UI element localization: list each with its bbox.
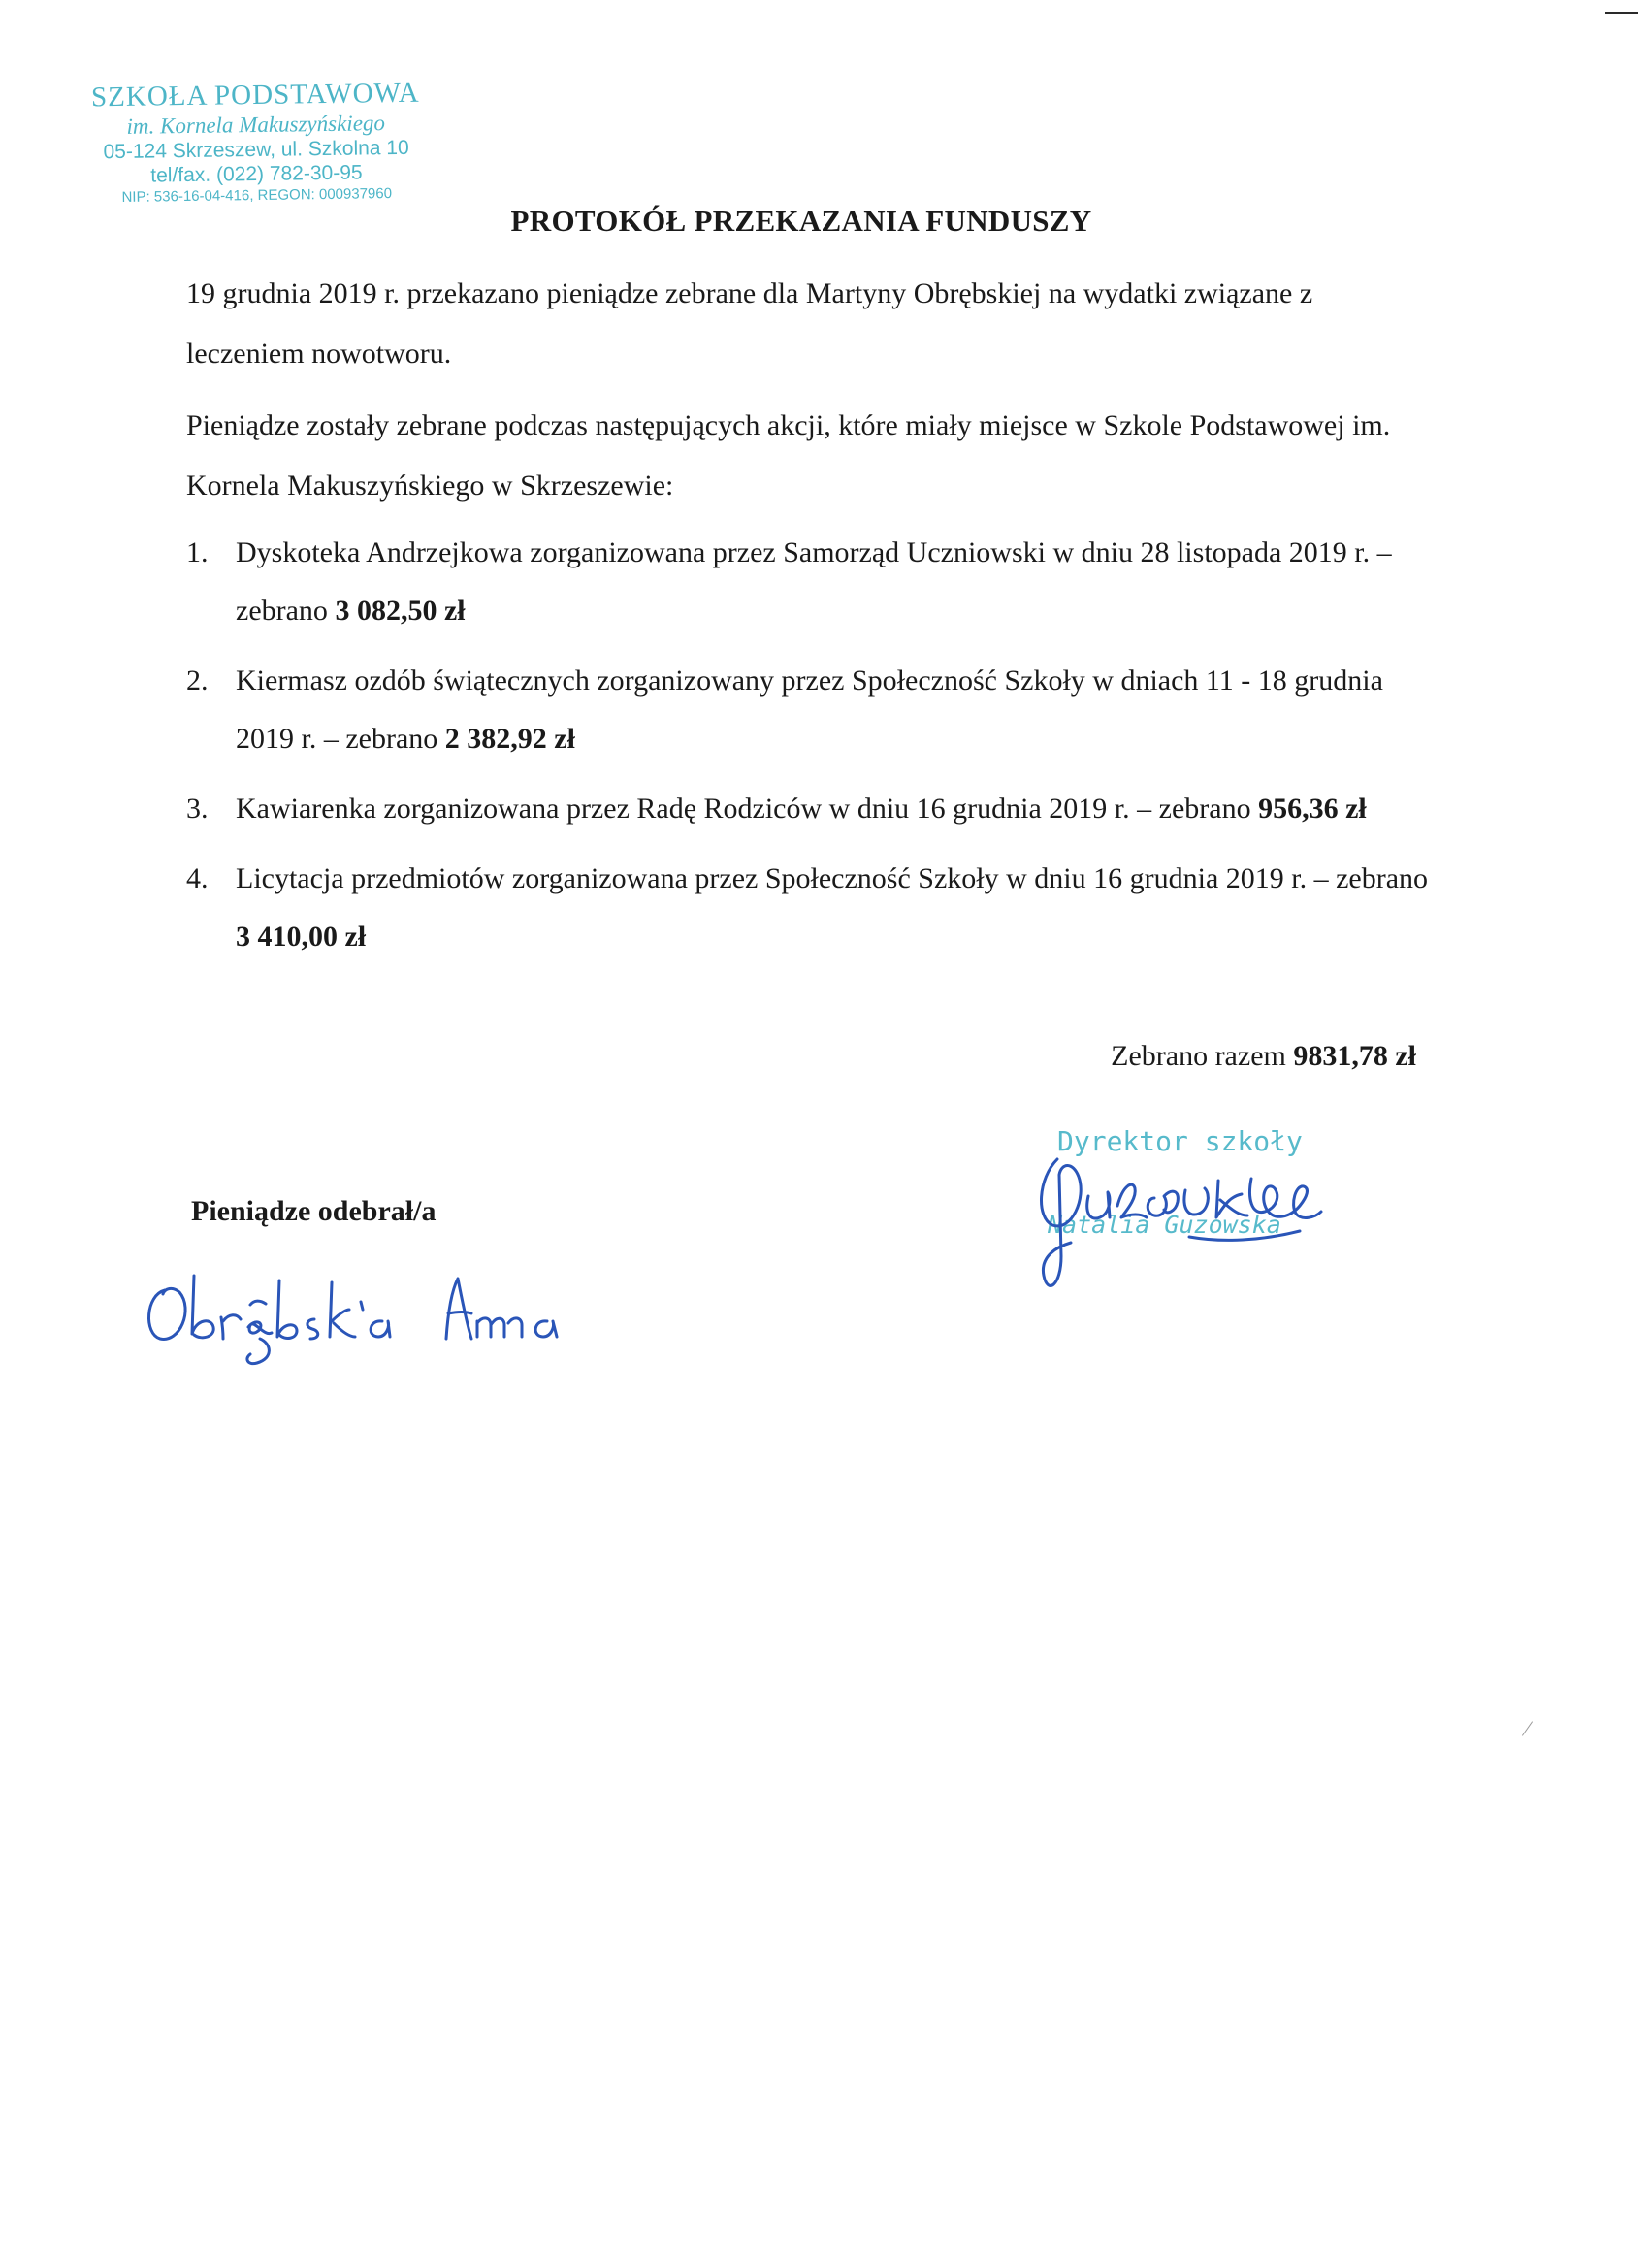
scan-edge-mark [1605, 12, 1638, 14]
recipient-signature [136, 1251, 640, 1377]
list-item [186, 780, 1438, 838]
item-amount: 956,36 zł [1258, 793, 1367, 825]
source-paragraph: Pieniądze zostały zebrane podczas następujących akcji, które miały miejsce w Szkole Podstawowej im. Kornela Makuszyńskiego w Skrzeszewie: [186, 409, 1391, 502]
fundraising-events-list [186, 524, 1438, 978]
item-amount: 2 382,92 zł [444, 723, 575, 755]
total-label: Zebrano razem [1111, 1040, 1294, 1072]
received-by-label: Pieniądze odebrał/a [191, 1195, 436, 1227]
item-number: 3. [186, 793, 209, 825]
stamp-address: 05-124 Skrzeszew, ul. Szkolna 10 [103, 136, 409, 164]
stamp-phone: tel/fax. (022) 782-30-95 [150, 161, 363, 187]
item-amount: 3 410,00 zł [236, 921, 367, 953]
document-title: PROTOKÓŁ PRZEKAZANIA FUNDUSZY [510, 204, 1092, 238]
item-amount: 3 082,50 zł [335, 595, 466, 627]
total-amount: 9831,78 zł [1293, 1040, 1416, 1072]
stamp-tax-ids: NIP: 536-16-04-416, REGON: 000937960 [121, 185, 393, 206]
stamp-school-name: SZKOŁA PODSTAWOWA [90, 77, 420, 113]
stamp-patron: im. Kornela Makuszyńskiego [126, 111, 386, 139]
school-stamp [75, 75, 437, 208]
director-name: Natalia Guzowska [1048, 1211, 1281, 1239]
list-item [186, 850, 1438, 966]
item-text: Dyskoteka Andrzejkowa zorganizowana przez Samorząd Uczniowski w dniu 28 listopada 2019 r. – zebrano [236, 536, 1392, 627]
item-text: Kiermasz ozdób świątecznych zorganizowany przez Społeczność Szkoły w dniach 11 - 18 grudnia 2019 r. – zebrano [236, 664, 1383, 755]
intro-paragraph: 19 grudnia 2019 r. przekazano pieniądze zebrane dla Martyny Obrębskiej na wydatki związane z leczeniem nowotworu. [186, 277, 1313, 370]
director-title: Dyrektor szkoły [1057, 1125, 1303, 1157]
item-number: 4. [186, 862, 209, 894]
director-signature [1018, 1120, 1329, 1305]
total-line [1111, 1040, 1416, 1073]
item-number: 1. [186, 536, 209, 568]
scan-artifact [1522, 1721, 1533, 1735]
item-number: 2. [186, 664, 209, 697]
item-text: Licytacja przedmiotów zorganizowana przez Społeczność Szkoły w dniu 16 grudnia 2019 r. – zebrano [236, 862, 1429, 894]
item-text: Kawiarenka zorganizowana przez Radę Rodziców w dniu 16 grudnia 2019 r. – zebrano [236, 793, 1259, 825]
list-item [186, 652, 1438, 768]
list-item [186, 524, 1438, 640]
